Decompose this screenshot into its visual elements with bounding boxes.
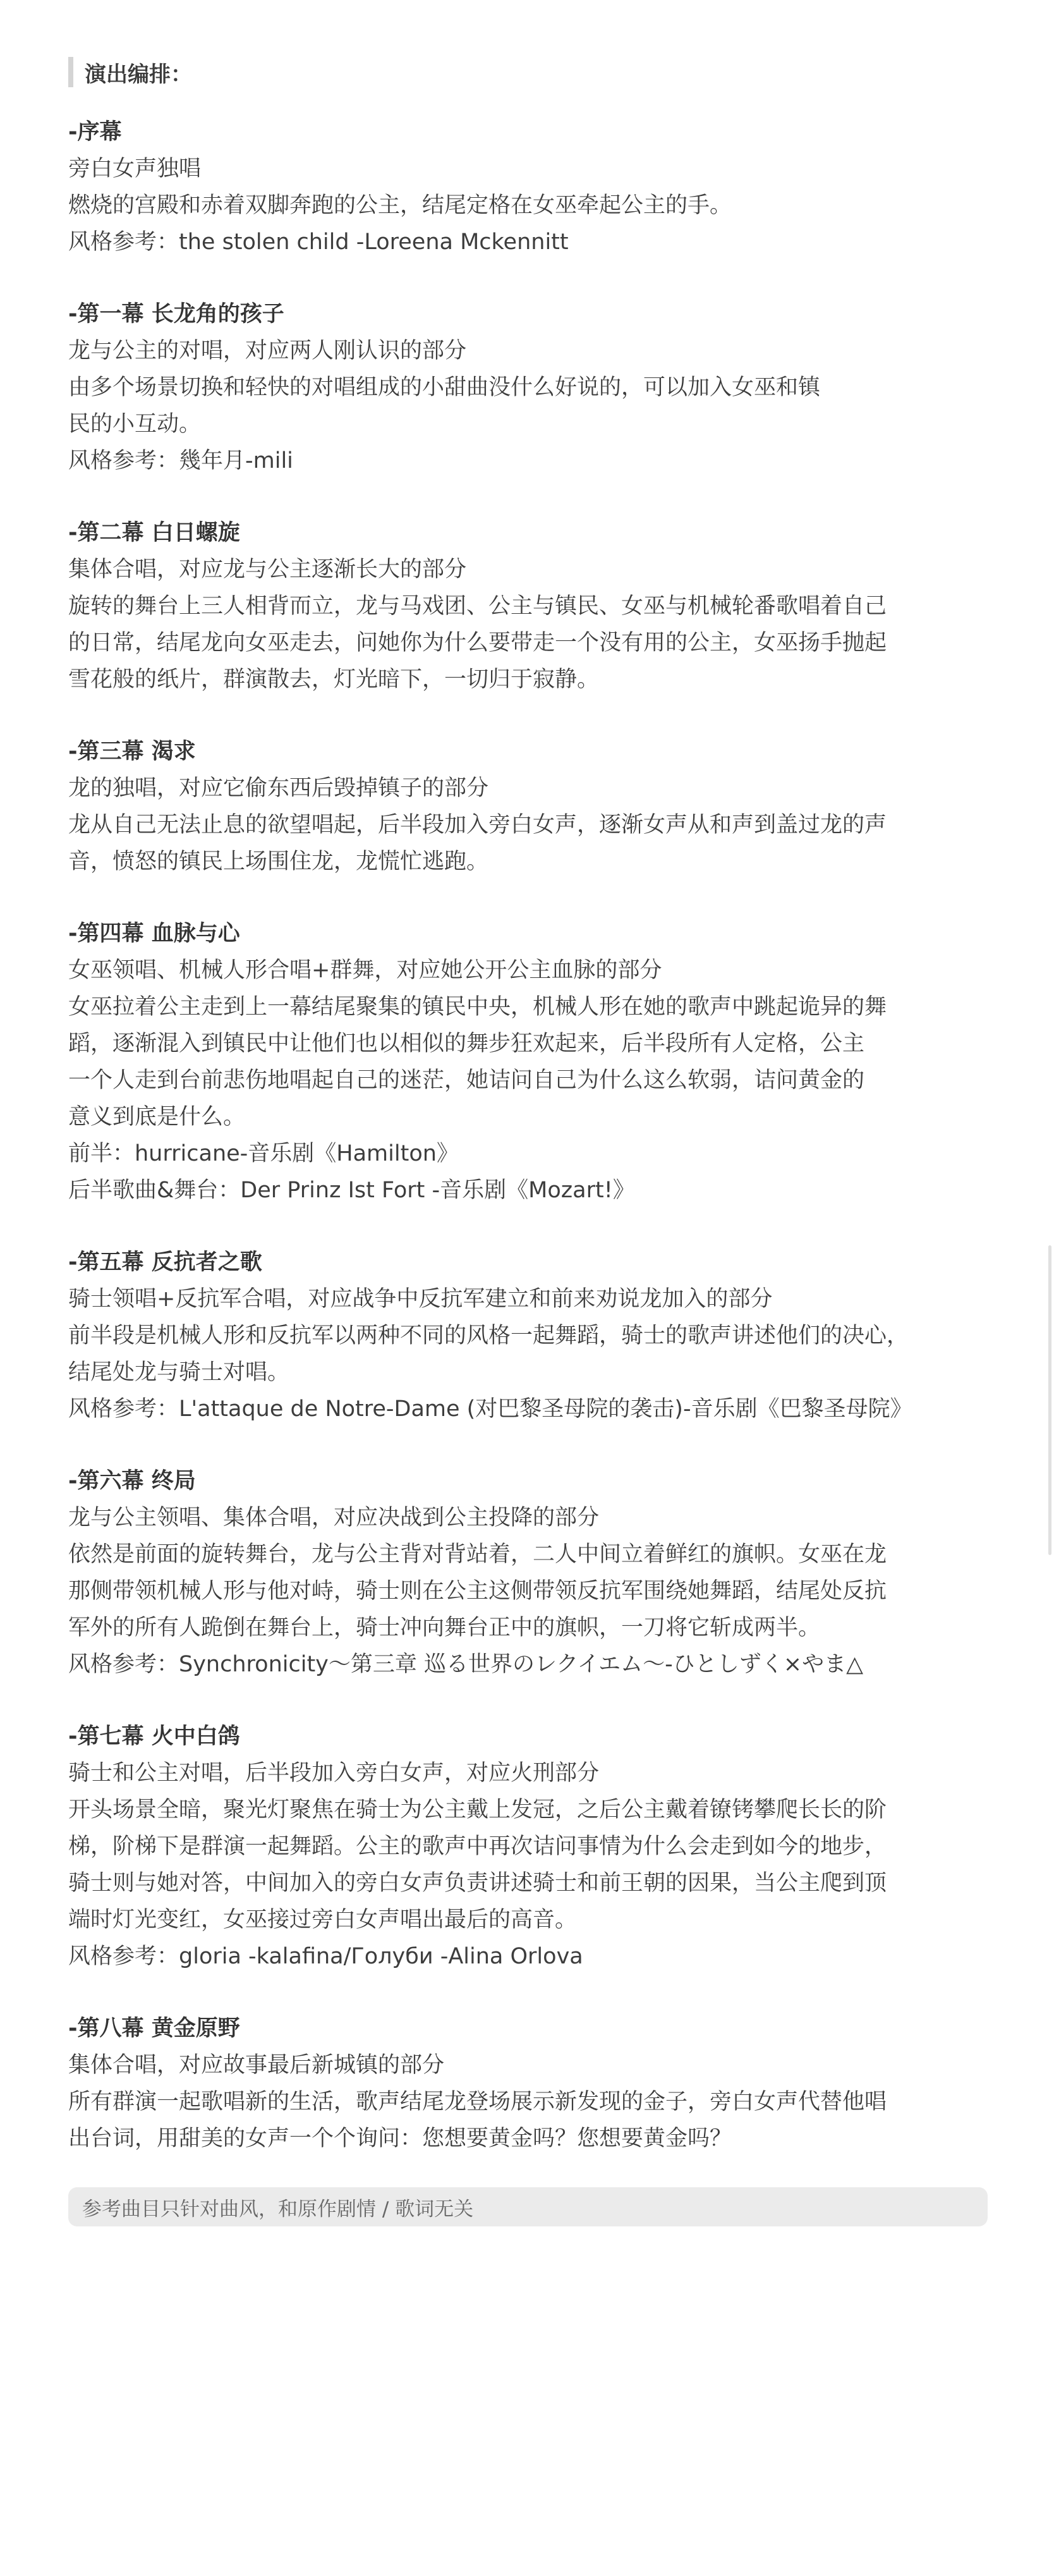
act-title: -第一幕 长龙角的孩子: [68, 302, 284, 327]
act-line: 军外的所有人跪倒在舞台上，骑士冲向舞台正中的旗帜，一刀将它斩成两半。: [68, 1615, 821, 1640]
act-line: 燃烧的宫殿和赤着双脚奔跑的公主，结尾定格在女巫牵起公主的手。: [68, 193, 732, 218]
act-title: -第六幕 终局: [68, 1468, 196, 1494]
act-line: 那侧带领机械人形与他对峙，骑士则在公主这侧带领反抗军围绕她舞蹈，结尾处反抗: [68, 1578, 887, 1604]
style-reference: 前半：hurricane-音乐剧《Hamilton》: [68, 1141, 459, 1166]
act-5: [68, 1244, 991, 1427]
act-line: 民的小互动。: [68, 412, 202, 437]
act-line: 结尾处龙与骑士对唱。: [68, 1360, 290, 1385]
act-line: 集体合唱，对应龙与公主逐渐长大的部分: [68, 557, 467, 582]
heading-text: 演出编排：: [85, 61, 192, 87]
act-4: [68, 915, 991, 1209]
act-line: 所有群演一起歌唱新的生活，歌声结尾龙登场展示新发现的金子，旁白女声代替他唱: [68, 2089, 887, 2115]
act-line: 出台词，用甜美的女声一个个询问：您想要黄金吗？您想要黄金吗？: [68, 2126, 732, 2151]
style-reference: 风格参考：the stolen child -Loreena Mckennitt: [68, 229, 569, 255]
act-line: 前半段是机械人形和反抗军以两种不同的风格一起舞蹈，骑士的歌声讲述他们的决心，: [68, 1323, 909, 1348]
act-line: 龙的独唱，对应它偷东西后毁掉镇子的部分: [68, 776, 489, 801]
style-reference: 风格参考：Synchronicity～第三章 巡る世界のレクイエム～-ひとしずく×やま△: [68, 1652, 864, 1677]
act-line: 梯，阶梯下是群演一起舞蹈。公主的歌声中再次诘问事情为什么会走到如今的地步，: [68, 1834, 887, 1859]
act-line: 意义到底是什么。: [68, 1104, 246, 1130]
act-2: [68, 515, 991, 698]
act-6: [68, 1463, 991, 1683]
act-title: -序幕: [68, 119, 122, 145]
style-reference: 风格参考：幾年月-mili: [68, 448, 293, 473]
act-3: [68, 733, 991, 880]
act-7: [68, 1718, 991, 1975]
act-line: 龙与公主的对唱，对应两人刚认识的部分: [68, 338, 467, 363]
act-line: 龙从自己无法止息的欲望唱起，后半段加入旁白女声，逐渐女声从和声到盖过龙的声: [68, 812, 887, 838]
footnote-text: 参考曲目只针对曲风，和原作剧情 / 歌词无关: [82, 2197, 474, 2221]
act-line: 音，愤怒的镇民上场围住龙，龙慌忙逃跑。: [68, 849, 489, 874]
act-title: -第八幕 黄金原野: [68, 2016, 240, 2041]
act-title: -第三幕 渴求: [68, 739, 196, 764]
style-reference: 后半歌曲&舞台：Der Prinz Ist Fort -音乐剧《Mozart!》: [68, 1178, 635, 1203]
act-prologue: [68, 114, 991, 260]
act-1: [68, 296, 991, 479]
act-8: [68, 2010, 991, 2157]
act-line: 蹈，逐渐混入到镇民中让他们也以相似的舞步狂欢起来，后半段所有人定格，公主: [68, 1031, 865, 1056]
scrollbar[interactable]: [1048, 1245, 1051, 1555]
document-content: [68, 56, 991, 2192]
act-line: 集体合唱，对应故事最后新城镇的部分: [68, 2053, 445, 2078]
act-line: 女巫拉着公主走到上一幕结尾聚集的镇民中央，机械人形在她的歌声中跳起诡异的舞: [68, 994, 887, 1020]
act-line: 由多个场景切换和轻快的对唱组成的小甜曲没什么好说的，可以加入女巫和镇: [68, 375, 821, 400]
act-title: -第七幕 火中白鸽: [68, 1724, 240, 1749]
act-line: 开头场景全暗，聚光灯聚焦在骑士为公主戴上发冠，之后公主戴着镣铐攀爬长长的阶: [68, 1797, 887, 1822]
act-line: 雪花般的纸片，群演散去，灯光暗下，一切归于寂静。: [68, 667, 600, 692]
act-line: 女巫领唱、机械人形合唱+群舞，对应她公开公主血脉的部分: [68, 958, 662, 983]
act-line: 端时灯光变红，女巫接过旁白女声唱出最后的高音。: [68, 1907, 578, 1932]
act-title: -第二幕 白日螺旋: [68, 520, 240, 546]
footnote-box: [68, 2187, 988, 2226]
act-line: 的日常，结尾龙向女巫走去，问她你为什么要带走一个没有用的公主，女巫扬手抛起: [68, 630, 887, 656]
act-line: 旁白女声独唱: [68, 156, 202, 181]
act-line: 旋转的舞台上三人相背而立，龙与马戏团、公主与镇民、女巫与机械轮番歌唱着自己: [68, 594, 887, 619]
act-line: 一个人走到台前悲伤地唱起自己的迷茫，她诘问自己为什么这么软弱，诘问黄金的: [68, 1068, 865, 1093]
quote-bar: [68, 57, 73, 87]
act-line: 骑士和公主对唱，后半段加入旁白女声，对应火刑部分: [68, 1761, 600, 1786]
act-line: 龙与公主领唱、集体合唱，对应决战到公主投降的部分: [68, 1505, 600, 1530]
act-title: -第四幕 血脉与心: [68, 921, 240, 946]
style-reference: 风格参考：gloria -kalafina/Голуби -Alina Orlova: [68, 1944, 583, 1969]
act-line: 依然是前面的旋转舞台，龙与公主背对背站着，二人中间立着鲜红的旗帜。女巫在龙: [68, 1542, 887, 1567]
act-line: 骑士则与她对答，中间加入的旁白女声负责讲述骑士和前王朝的因果，当公主爬到顶: [68, 1871, 887, 1896]
act-title: -第五幕 反抗者之歌: [68, 1250, 262, 1275]
section-heading: [68, 56, 991, 89]
act-line: 骑士领唱+反抗军合唱，对应战争中反抗军建立和前来劝说龙加入的部分: [68, 1286, 773, 1312]
style-reference: 风格参考：L'attaque de Notre-Dame (对巴黎圣母院的袭击)-音乐剧《巴黎圣母院》: [68, 1396, 912, 1422]
